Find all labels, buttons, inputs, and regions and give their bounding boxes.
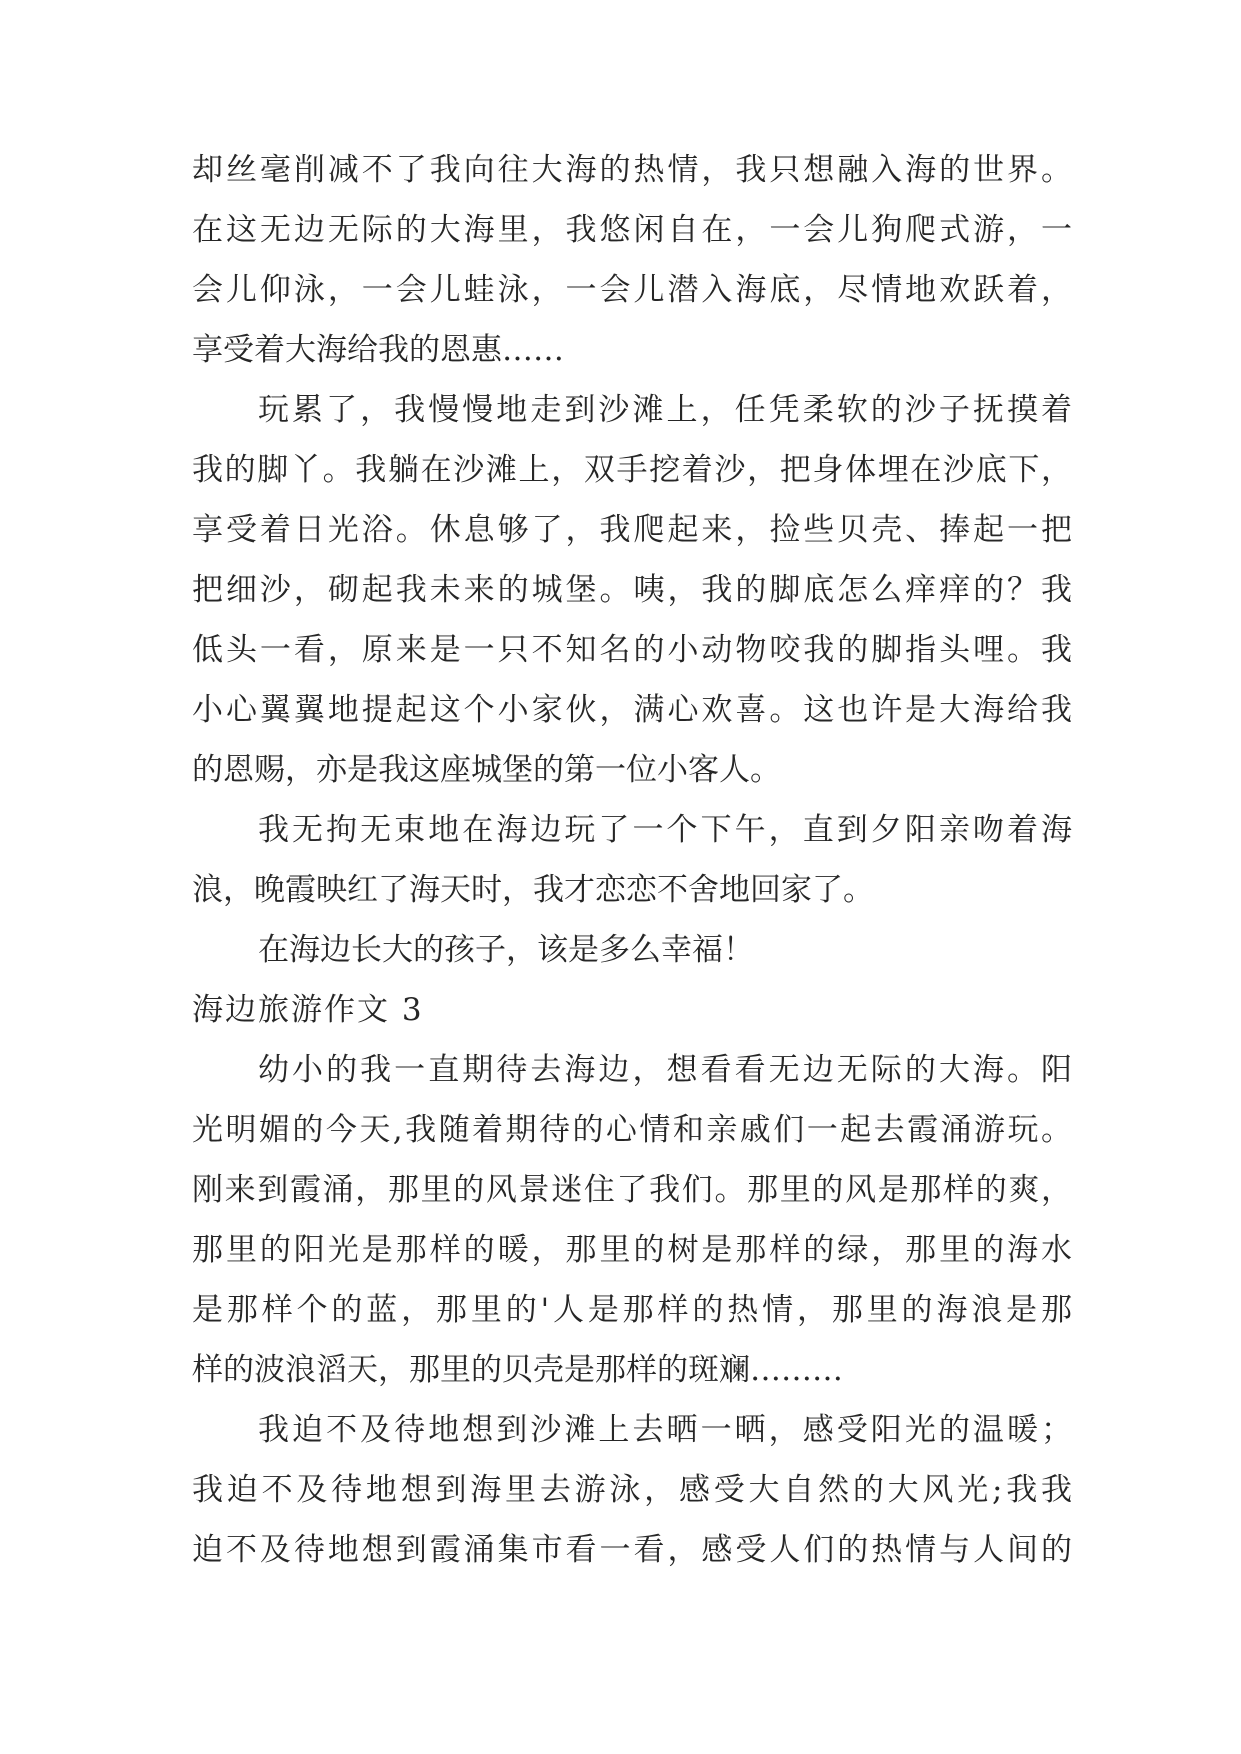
text-line: 小心翼翼地提起这个小家伙，满心欢喜。这也许是大海给我 bbox=[192, 692, 1072, 728]
paragraph-first-line: 我迫不及待地想到沙滩上去晒一晒，感受阳光的温暖； bbox=[258, 1412, 1072, 1448]
text-line: 在这无边无际的大海里，我悠闲自在，一会儿狗爬式游，一 bbox=[192, 212, 1072, 248]
text-line: 样的波浪滔天，那里的贝壳是那样的斑斓……… bbox=[192, 1352, 843, 1388]
text-line: 光明媚的今天,我随着期待的心情和亲戚们一起去霞涌游玩。 bbox=[192, 1112, 1072, 1148]
text-line: 的恩赐，亦是我这座城堡的第一位小客人。 bbox=[192, 752, 781, 788]
text-line: 却丝毫削减不了我向往大海的热情，我只想融入海的世界。 bbox=[192, 152, 1072, 188]
text-line: 会儿仰泳，一会儿蛙泳，一会儿潜入海底，尽情地欢跃着， bbox=[192, 272, 1072, 308]
paragraph-first-line: 我无拘无束地在海边玩了一个下午，直到夕阳亲吻着海 bbox=[258, 812, 1072, 848]
text-line: 低头一看，原来是一只不知名的小动物咬我的脚指头哩。我 bbox=[192, 632, 1072, 668]
text-line: 我的脚丫。我躺在沙滩上，双手挖着沙，把身体埋在沙底下， bbox=[192, 452, 1072, 488]
text-line: 浪，晚霞映红了海天时，我才恋恋不舍地回家了。 bbox=[192, 872, 874, 908]
text-line: 迫不及待地想到霞涌集市看一看，感受人们的热情与人间的 bbox=[192, 1532, 1072, 1568]
text-line: 那里的阳光是那样的暖，那里的树是那样的绿，那里的海水 bbox=[192, 1232, 1072, 1268]
paragraph-first-line: 幼小的我一直期待去海边，想看看无边无际的大海。阳 bbox=[258, 1052, 1072, 1088]
paragraph-first-line: 在海边长大的孩子，该是多么幸福！ bbox=[258, 932, 754, 968]
text-line: 我迫不及待地想到海里去游泳，感受大自然的大风光;我我 bbox=[192, 1472, 1072, 1508]
paragraph-first-line: 玩累了，我慢慢地走到沙滩上，任凭柔软的沙子抚摸着 bbox=[258, 392, 1072, 428]
text-line: 是那样个的蓝，那里的'人是那样的热情，那里的海浪是那 bbox=[192, 1292, 1072, 1328]
text-line: 刚来到霞涌，那里的风景迷住了我们。那里的风是那样的爽， bbox=[192, 1172, 1072, 1208]
text-line: 享受着日光浴。休息够了，我爬起来，捡些贝壳、捧起一把 bbox=[192, 512, 1072, 548]
section-title: 海边旅游作文 3 bbox=[192, 992, 424, 1028]
text-line: 享受着大海给我的恩惠…… bbox=[192, 332, 564, 368]
text-line: 把细沙，砌起我未来的城堡。咦，我的脚底怎么痒痒的？我 bbox=[192, 572, 1072, 608]
